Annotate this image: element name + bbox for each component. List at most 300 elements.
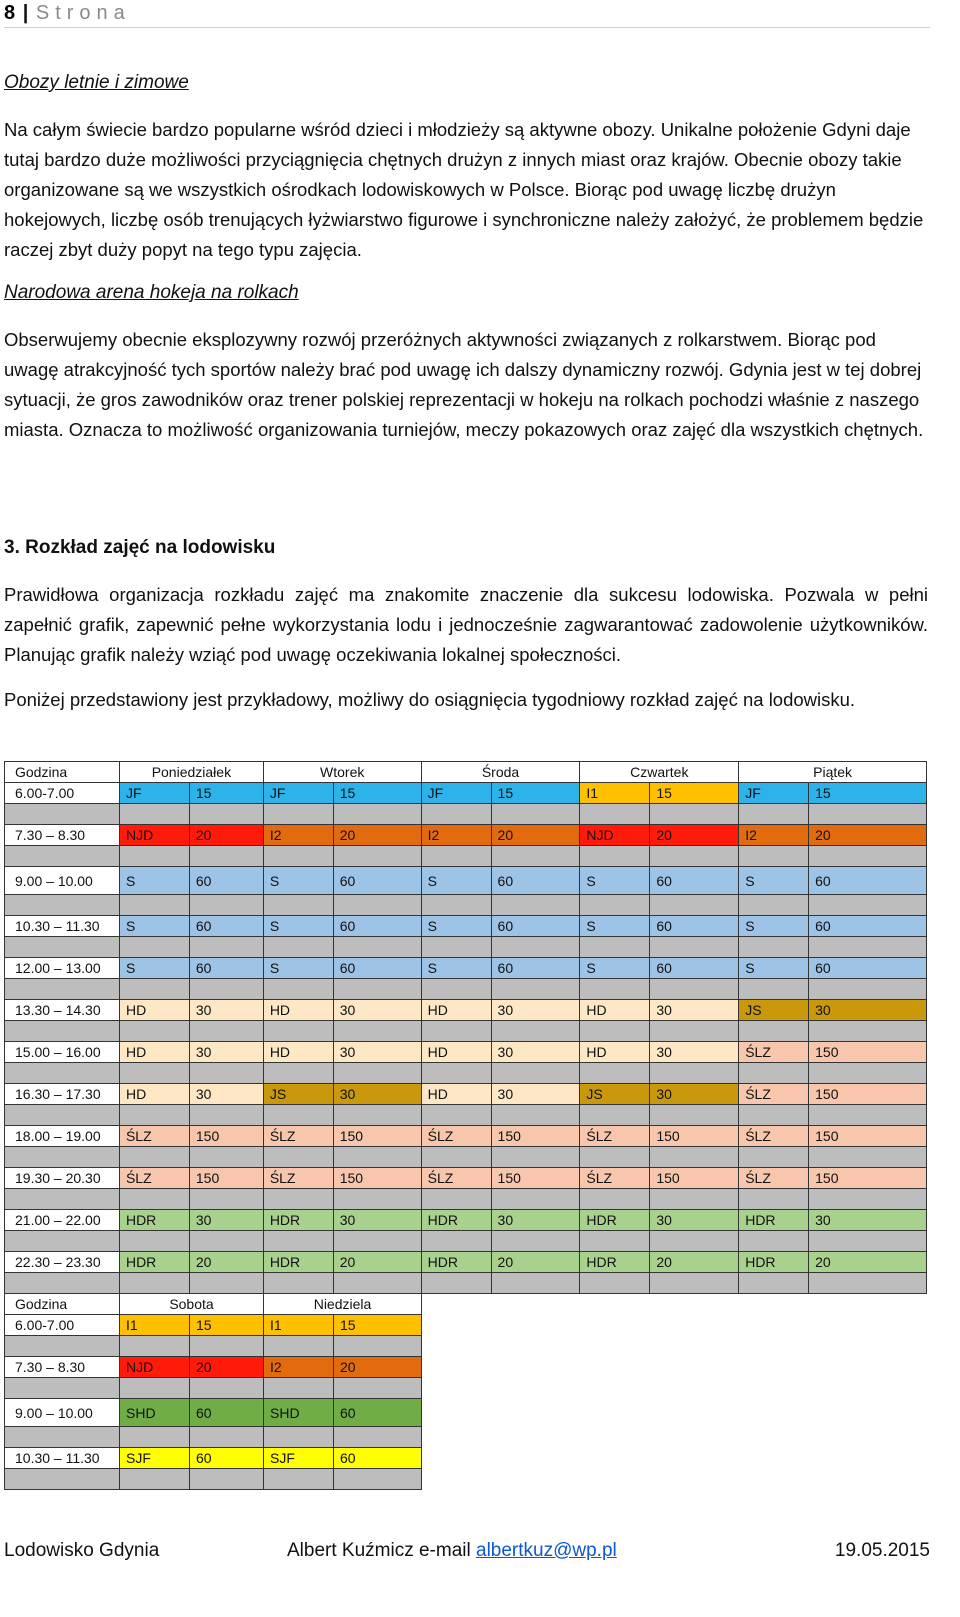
participant-count: 60 bbox=[491, 916, 580, 937]
break-cell bbox=[189, 804, 263, 825]
weekend-header-row bbox=[5, 1294, 422, 1315]
participant-count: 20 bbox=[809, 1252, 927, 1273]
break-cell bbox=[491, 1063, 580, 1084]
time-slot: 9.00 – 10.00 bbox=[5, 1399, 120, 1427]
participant-count: 150 bbox=[809, 1042, 927, 1063]
schedule-title: 3. Rozkład zajęć na lodowisku bbox=[4, 537, 276, 558]
break-cell bbox=[263, 979, 333, 1000]
time-slot: 10.30 – 11.30 bbox=[5, 916, 120, 937]
break-cell bbox=[491, 1231, 580, 1252]
activity-code: HD bbox=[421, 1000, 491, 1021]
weekday-header-row bbox=[5, 762, 927, 783]
weekday-row bbox=[5, 1126, 927, 1147]
activity-code: I2 bbox=[421, 825, 491, 846]
participant-count: 60 bbox=[650, 867, 739, 895]
participant-count: 15 bbox=[334, 1315, 422, 1336]
weekday-row bbox=[5, 958, 927, 979]
break-cell bbox=[809, 1273, 927, 1294]
activity-code: S bbox=[739, 916, 809, 937]
weekday-row bbox=[5, 783, 927, 804]
break-cell bbox=[739, 895, 809, 916]
activity-code: ŚLZ bbox=[739, 1084, 809, 1105]
activity-code: I2 bbox=[739, 825, 809, 846]
activity-code: ŚLZ bbox=[421, 1126, 491, 1147]
break-cell bbox=[650, 1273, 739, 1294]
break-cell bbox=[263, 1231, 333, 1252]
break-time-cell bbox=[5, 1021, 120, 1042]
break-cell bbox=[333, 1021, 421, 1042]
break-time-cell bbox=[5, 846, 120, 867]
schedule-text-1: Prawidłowa organizacja rozkładu zajęć ma znakomite znaczenie dla sukcesu lodowiska. Pozwala w pełni zapełnić grafik, zapewnić pełne wykorzystania lodu i jednocześnie zagwarantować zadowolenie użytkowników. Planując grafik należy wziąć pod uwagę oczekiwania lokalnej społeczności. bbox=[4, 584, 928, 665]
activity-code: NJD bbox=[120, 1357, 190, 1378]
break-cell bbox=[809, 846, 927, 867]
participant-count: 60 bbox=[334, 1448, 422, 1469]
footer-date: 19.05.2015 bbox=[834, 1540, 930, 1561]
break-row bbox=[5, 1427, 422, 1448]
break-cell bbox=[119, 895, 189, 916]
activity-code: ŚLZ bbox=[739, 1126, 809, 1147]
break-cell bbox=[333, 979, 421, 1000]
time-slot: 15.00 – 16.00 bbox=[5, 1042, 120, 1063]
participant-count: 15 bbox=[650, 783, 739, 804]
arena-text: Obserwujemy obecnie eksplozywny rozwój przeróżnych aktywności związanych z rolkarstwem. Biorąc pod uwagę atrakcyjność tych sportów należy brać pod uwagę ich dalszy dynamiczny rozwój. Gdynia jest w tej dobrej sytuacji, że gros zawodników oraz trener polskiej reprezentacji w hokeju na rolkach pochodzi właśnie z naszego miasta. Oznacza to możliwość organizowania turniejów, meczy pokazowych oraz zajęć dla wszystkich chętnych. bbox=[4, 329, 924, 440]
break-cell bbox=[421, 979, 491, 1000]
break-cell bbox=[333, 1189, 421, 1210]
break-cell bbox=[119, 1273, 189, 1294]
activity-code: S bbox=[263, 958, 333, 979]
break-cell bbox=[263, 1189, 333, 1210]
weekday-header-cell: Piątek bbox=[739, 762, 927, 783]
break-cell bbox=[650, 937, 739, 958]
break-cell bbox=[739, 937, 809, 958]
break-row bbox=[5, 1378, 422, 1399]
weekday-header-cell: Godzina bbox=[5, 762, 120, 783]
break-cell bbox=[580, 1189, 650, 1210]
break-cell bbox=[491, 1021, 580, 1042]
activity-code: JS bbox=[580, 1084, 650, 1105]
participant-count: 150 bbox=[650, 1168, 739, 1189]
activity-code: HDR bbox=[119, 1210, 189, 1231]
break-cell bbox=[119, 1231, 189, 1252]
break-cell bbox=[580, 895, 650, 916]
break-cell bbox=[650, 1147, 739, 1168]
break-cell bbox=[263, 1063, 333, 1084]
break-cell bbox=[189, 937, 263, 958]
participant-count: 150 bbox=[809, 1084, 927, 1105]
break-cell bbox=[264, 1336, 334, 1357]
break-cell bbox=[334, 1336, 422, 1357]
participant-count: 60 bbox=[189, 867, 263, 895]
participant-count: 30 bbox=[333, 1042, 421, 1063]
activity-code: HD bbox=[580, 1000, 650, 1021]
break-cell bbox=[333, 1147, 421, 1168]
break-time-cell bbox=[5, 1378, 120, 1399]
break-cell bbox=[421, 1147, 491, 1168]
break-cell bbox=[263, 804, 333, 825]
weekday-row bbox=[5, 1000, 927, 1021]
activity-code: S bbox=[739, 867, 809, 895]
weekday-row bbox=[5, 916, 927, 937]
activity-code: HD bbox=[263, 1042, 333, 1063]
break-cell bbox=[809, 804, 927, 825]
participant-count: 30 bbox=[491, 1000, 580, 1021]
break-cell bbox=[650, 1231, 739, 1252]
participant-count: 30 bbox=[809, 1000, 927, 1021]
break-cell bbox=[334, 1469, 422, 1490]
break-time-cell bbox=[5, 804, 120, 825]
participant-count: 30 bbox=[491, 1042, 580, 1063]
weekend-schedule-table bbox=[4, 1293, 422, 1490]
participant-count: 150 bbox=[491, 1126, 580, 1147]
participant-count: 20 bbox=[491, 825, 580, 846]
break-cell bbox=[120, 1336, 190, 1357]
break-row bbox=[5, 1231, 927, 1252]
footer-email-link[interactable]: albertkuz@wp.pl bbox=[476, 1540, 617, 1561]
participant-count: 60 bbox=[190, 1399, 264, 1427]
break-cell bbox=[333, 937, 421, 958]
participant-count: 60 bbox=[809, 958, 927, 979]
participant-count: 150 bbox=[491, 1168, 580, 1189]
break-row bbox=[5, 846, 927, 867]
break-cell bbox=[650, 1063, 739, 1084]
break-cell bbox=[809, 895, 927, 916]
break-time-cell bbox=[5, 895, 120, 916]
participant-count: 15 bbox=[189, 783, 263, 804]
break-row bbox=[5, 1063, 927, 1084]
break-cell bbox=[190, 1469, 264, 1490]
activity-code: S bbox=[421, 916, 491, 937]
break-time-cell bbox=[5, 1427, 120, 1448]
time-slot: 19.30 – 20.30 bbox=[5, 1168, 120, 1189]
participant-count: 20 bbox=[333, 1252, 421, 1273]
activity-code: ŚLZ bbox=[119, 1126, 189, 1147]
break-cell bbox=[263, 1021, 333, 1042]
weekend-header-cell: Godzina bbox=[5, 1294, 120, 1315]
break-cell bbox=[580, 1147, 650, 1168]
participant-count: 60 bbox=[189, 958, 263, 979]
break-row bbox=[5, 804, 927, 825]
break-cell bbox=[739, 1105, 809, 1126]
break-cell bbox=[120, 1378, 190, 1399]
participant-count: 150 bbox=[809, 1126, 927, 1147]
break-cell bbox=[491, 895, 580, 916]
activity-code: HDR bbox=[739, 1210, 809, 1231]
time-slot: 10.30 – 11.30 bbox=[5, 1448, 120, 1469]
participant-count: 150 bbox=[650, 1126, 739, 1147]
schedule-text-2: Poniżej przedstawiony jest przykładowy, możliwy do osiągnięcia tygodniowy rozkład zajęć na lodowisku. bbox=[4, 689, 856, 710]
break-cell bbox=[119, 1105, 189, 1126]
break-time-cell bbox=[5, 1273, 120, 1294]
activity-code: ŚLZ bbox=[580, 1126, 650, 1147]
break-cell bbox=[263, 1105, 333, 1126]
participant-count: 20 bbox=[491, 1252, 580, 1273]
activity-code: S bbox=[263, 867, 333, 895]
participant-count: 30 bbox=[809, 1210, 927, 1231]
camps-text: Na całym świecie bardzo popularne wśród dzieci i młodzieży są aktywne obozy. Unikalne położenie Gdyni daje tutaj bardzo duże możliwości przyciągnięcia chętnych drużyn z innych miast oraz krajów. Obecnie obozy takie organizowane są we wszystkich ośrodkach lodowiskowych w Polsce. Biorąc pod uwagę liczbę drużyn hokejowych, liczbę osób trenujących łyżwiarstwo figurowe i synchroniczne należy założyć, że problemem będzie raczej zbyt duży popyt na tego typu zajęcia. bbox=[4, 119, 924, 260]
break-time-cell bbox=[5, 1336, 120, 1357]
page-number: 8 bbox=[4, 2, 16, 24]
participant-count: 150 bbox=[189, 1126, 263, 1147]
break-cell bbox=[189, 1189, 263, 1210]
time-slot: 6.00-7.00 bbox=[5, 783, 120, 804]
participant-count: 30 bbox=[333, 1000, 421, 1021]
break-cell bbox=[333, 895, 421, 916]
activity-code: ŚLZ bbox=[580, 1168, 650, 1189]
break-cell bbox=[263, 1273, 333, 1294]
page-footer bbox=[4, 1540, 930, 1568]
break-cell bbox=[421, 846, 491, 867]
break-cell bbox=[189, 979, 263, 1000]
break-cell bbox=[421, 895, 491, 916]
break-cell bbox=[264, 1469, 334, 1490]
activity-code: I1 bbox=[120, 1315, 190, 1336]
activity-code: HDR bbox=[421, 1210, 491, 1231]
break-time-cell bbox=[5, 1189, 120, 1210]
break-cell bbox=[333, 1105, 421, 1126]
activity-code: HDR bbox=[421, 1252, 491, 1273]
participant-count: 30 bbox=[189, 1084, 263, 1105]
break-row bbox=[5, 1469, 422, 1490]
activity-code: S bbox=[421, 958, 491, 979]
participant-count: 20 bbox=[334, 1357, 422, 1378]
break-cell bbox=[739, 846, 809, 867]
arena-title: Narodowa arena hokeja na rolkach bbox=[4, 282, 299, 303]
activity-code: S bbox=[739, 958, 809, 979]
break-cell bbox=[739, 1231, 809, 1252]
break-row bbox=[5, 979, 927, 1000]
activity-code: HD bbox=[421, 1042, 491, 1063]
participant-count: 60 bbox=[334, 1399, 422, 1427]
break-cell bbox=[739, 1189, 809, 1210]
time-slot: 7.30 – 8.30 bbox=[5, 1357, 120, 1378]
weekday-row bbox=[5, 825, 927, 846]
break-cell bbox=[809, 979, 927, 1000]
break-cell bbox=[809, 1231, 927, 1252]
footer-author bbox=[287, 1540, 617, 1562]
break-cell bbox=[190, 1427, 264, 1448]
break-cell bbox=[421, 804, 491, 825]
break-cell bbox=[119, 937, 189, 958]
participant-count: 60 bbox=[491, 958, 580, 979]
weekday-row bbox=[5, 1252, 927, 1273]
break-row bbox=[5, 1336, 422, 1357]
page-word: Strona bbox=[35, 2, 131, 24]
activity-code: JF bbox=[421, 783, 491, 804]
break-cell bbox=[333, 804, 421, 825]
activity-code: S bbox=[580, 867, 650, 895]
break-time-cell bbox=[5, 979, 120, 1000]
participant-count: 20 bbox=[189, 825, 263, 846]
participant-count: 30 bbox=[491, 1210, 580, 1231]
time-slot: 9.00 – 10.00 bbox=[5, 867, 120, 895]
participant-count: 30 bbox=[650, 1084, 739, 1105]
break-row bbox=[5, 1021, 927, 1042]
activity-code: S bbox=[119, 958, 189, 979]
participant-count: 150 bbox=[809, 1168, 927, 1189]
break-cell bbox=[491, 979, 580, 1000]
break-cell bbox=[119, 1021, 189, 1042]
page-header bbox=[4, 0, 930, 28]
time-slot: 7.30 – 8.30 bbox=[5, 825, 120, 846]
break-cell bbox=[421, 937, 491, 958]
participant-count: 30 bbox=[333, 1084, 421, 1105]
break-cell bbox=[809, 937, 927, 958]
break-cell bbox=[189, 1231, 263, 1252]
activity-code: HD bbox=[580, 1042, 650, 1063]
activity-code: HDR bbox=[580, 1210, 650, 1231]
participant-count: 60 bbox=[491, 867, 580, 895]
break-row bbox=[5, 1273, 927, 1294]
break-cell bbox=[190, 1378, 264, 1399]
break-cell bbox=[421, 1063, 491, 1084]
break-cell bbox=[421, 1021, 491, 1042]
break-cell bbox=[650, 846, 739, 867]
weekday-row bbox=[5, 867, 927, 895]
participant-count: 30 bbox=[189, 1042, 263, 1063]
participant-count: 150 bbox=[333, 1168, 421, 1189]
break-time-cell bbox=[5, 1231, 120, 1252]
break-time-cell bbox=[5, 1469, 120, 1490]
break-time-cell bbox=[5, 1063, 120, 1084]
break-cell bbox=[263, 937, 333, 958]
activity-code: JS bbox=[739, 1000, 809, 1021]
weekend-header-cell: Sobota bbox=[120, 1294, 264, 1315]
participant-count: 150 bbox=[333, 1126, 421, 1147]
activity-code: ŚLZ bbox=[119, 1168, 189, 1189]
break-cell bbox=[263, 895, 333, 916]
participant-count: 20 bbox=[189, 1252, 263, 1273]
break-cell bbox=[650, 895, 739, 916]
activity-code: HD bbox=[421, 1084, 491, 1105]
activity-code: ŚLZ bbox=[421, 1168, 491, 1189]
activity-code: S bbox=[580, 916, 650, 937]
activity-code: NJD bbox=[580, 825, 650, 846]
participant-count: 30 bbox=[491, 1084, 580, 1105]
break-cell bbox=[580, 1273, 650, 1294]
break-cell bbox=[650, 1105, 739, 1126]
break-cell bbox=[580, 937, 650, 958]
break-cell bbox=[119, 1189, 189, 1210]
activity-code: S bbox=[263, 916, 333, 937]
weekend-row bbox=[5, 1448, 422, 1469]
activity-code: I2 bbox=[263, 825, 333, 846]
break-cell bbox=[580, 1021, 650, 1042]
break-cell bbox=[650, 1021, 739, 1042]
participant-count: 60 bbox=[650, 958, 739, 979]
activity-code: I1 bbox=[580, 783, 650, 804]
weekday-schedule-table bbox=[4, 761, 927, 1294]
break-cell bbox=[739, 979, 809, 1000]
break-row bbox=[5, 937, 927, 958]
break-cell bbox=[120, 1427, 190, 1448]
participant-count: 30 bbox=[650, 1042, 739, 1063]
break-cell bbox=[264, 1427, 334, 1448]
participant-count: 60 bbox=[333, 916, 421, 937]
break-cell bbox=[189, 1105, 263, 1126]
break-cell bbox=[809, 1147, 927, 1168]
participant-count: 60 bbox=[809, 916, 927, 937]
activity-code: JF bbox=[739, 783, 809, 804]
activity-code: HDR bbox=[119, 1252, 189, 1273]
break-cell bbox=[333, 846, 421, 867]
break-cell bbox=[580, 846, 650, 867]
break-time-cell bbox=[5, 937, 120, 958]
participant-count: 30 bbox=[650, 1000, 739, 1021]
break-cell bbox=[650, 979, 739, 1000]
activity-code: SHD bbox=[264, 1399, 334, 1427]
break-cell bbox=[809, 1105, 927, 1126]
break-cell bbox=[491, 937, 580, 958]
participant-count: 15 bbox=[333, 783, 421, 804]
activity-code: ŚLZ bbox=[739, 1042, 809, 1063]
activity-code: S bbox=[119, 867, 189, 895]
participant-count: 30 bbox=[650, 1210, 739, 1231]
break-cell bbox=[263, 1147, 333, 1168]
break-cell bbox=[189, 895, 263, 916]
activity-code: HD bbox=[119, 1084, 189, 1105]
weekday-row bbox=[5, 1210, 927, 1231]
time-slot: 12.00 – 13.00 bbox=[5, 958, 120, 979]
participant-count: 60 bbox=[333, 958, 421, 979]
break-row bbox=[5, 1105, 927, 1126]
activity-code: HDR bbox=[263, 1252, 333, 1273]
break-cell bbox=[491, 1147, 580, 1168]
activity-code: ŚLZ bbox=[263, 1126, 333, 1147]
time-slot: 16.30 – 17.30 bbox=[5, 1084, 120, 1105]
weekday-header-cell: Poniedziałek bbox=[119, 762, 263, 783]
activity-code: HD bbox=[119, 1000, 189, 1021]
break-cell bbox=[809, 1021, 927, 1042]
break-cell bbox=[333, 1063, 421, 1084]
activity-code: HDR bbox=[580, 1252, 650, 1273]
break-cell bbox=[580, 1105, 650, 1126]
footer-author-text: Albert Kuźmicz e-mail bbox=[287, 1540, 476, 1561]
participant-count: 20 bbox=[333, 825, 421, 846]
activity-code: HDR bbox=[263, 1210, 333, 1231]
activity-code: JF bbox=[119, 783, 189, 804]
activity-code: HD bbox=[119, 1042, 189, 1063]
activity-code: ŚLZ bbox=[263, 1168, 333, 1189]
activity-code: HDR bbox=[739, 1252, 809, 1273]
activity-code: SHD bbox=[120, 1399, 190, 1427]
break-cell bbox=[333, 1273, 421, 1294]
activity-code: S bbox=[580, 958, 650, 979]
break-cell bbox=[119, 1147, 189, 1168]
break-cell bbox=[491, 1273, 580, 1294]
break-cell bbox=[580, 804, 650, 825]
break-cell bbox=[739, 1063, 809, 1084]
break-cell bbox=[580, 1063, 650, 1084]
header-separator: | bbox=[22, 2, 29, 24]
time-slot: 22.30 – 23.30 bbox=[5, 1252, 120, 1273]
weekday-header-cell: Czwartek bbox=[580, 762, 739, 783]
break-cell bbox=[809, 1189, 927, 1210]
weekday-row bbox=[5, 1168, 927, 1189]
participant-count: 60 bbox=[809, 867, 927, 895]
break-cell bbox=[491, 1105, 580, 1126]
break-row bbox=[5, 1189, 927, 1210]
weekday-row bbox=[5, 1084, 927, 1105]
weekend-row bbox=[5, 1357, 422, 1378]
participant-count: 60 bbox=[189, 916, 263, 937]
participant-count: 20 bbox=[650, 1252, 739, 1273]
break-cell bbox=[739, 1021, 809, 1042]
participant-count: 20 bbox=[650, 825, 739, 846]
activity-code: HD bbox=[263, 1000, 333, 1021]
activity-code: SJF bbox=[264, 1448, 334, 1469]
activity-code: JS bbox=[263, 1084, 333, 1105]
camps-title: Obozy letnie i zimowe bbox=[4, 72, 189, 93]
